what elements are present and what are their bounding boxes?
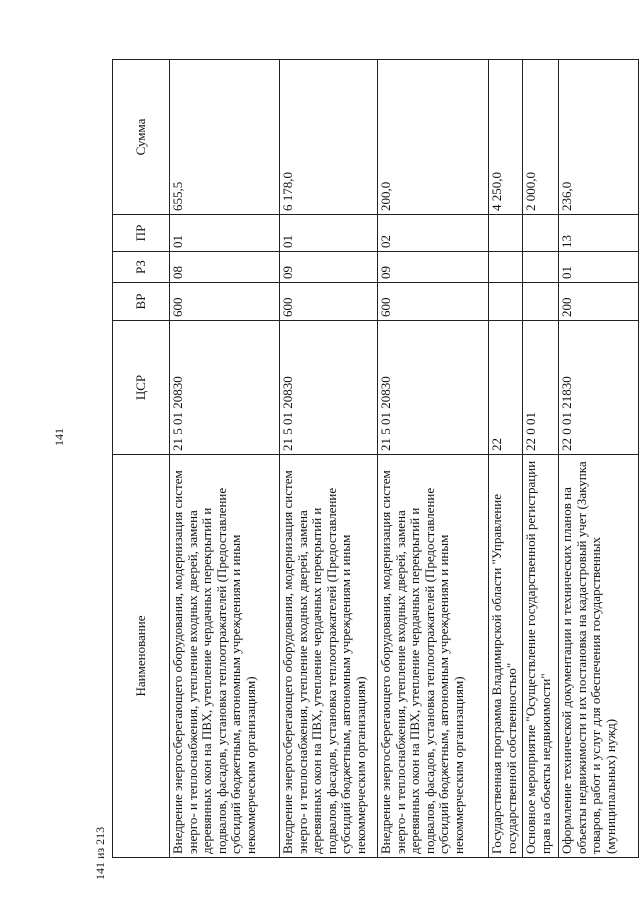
cell-rz: 08 [170,252,280,283]
cell-vr [523,283,559,321]
header-vr: ВР [113,283,170,321]
table-header-row [113,60,170,858]
header-rz: РЗ [113,252,170,283]
table-row [523,60,559,858]
cell-rz [489,252,523,283]
cell-name: Государственная программа Владимирской области "Управление государственной собственностью" [489,455,523,858]
cell-vr [489,283,523,321]
cell-csr: 22 0 01 21830 [559,321,639,455]
cell-sum: 6 178,0 [280,60,378,215]
cell-sum: 4 250,0 [489,60,523,215]
cell-csr: 21 5 01 20830 [170,321,280,455]
cell-rz [523,252,559,283]
cell-csr: 22 0 01 [523,321,559,455]
header-csr: ЦСР [113,321,170,455]
cell-vr: 600 [170,283,280,321]
cell-name: Внедрение энергосберегающего оборудования, модернизация систем энерго- и теплоснабжения, утепление входных дверей, замена деревянных окон на ПВХ, утепление чердачных перекрытий и подвалов, фасадов, установка теплоотражателей (Предоставление субсидий бюджетным, автономным учреждениям и иным некоммерческим организациям) [378,455,489,858]
cell-name: Внедрение энергосберегающего оборудования, модернизация систем энерго- и теплоснабжения, утепление входных дверей, замена деревянных окон на ПВХ, утепление чердачных перекрытий и подвалов, фасадов, установка теплоотражателей (Предоставление субсидий бюджетным, автономным учреждениям и иным некоммерческим организациям) [170,455,280,858]
cell-vr: 600 [378,283,489,321]
cell-vr: 600 [280,283,378,321]
cell-sum: 200,0 [378,60,489,215]
cell-pr: 02 [378,215,489,252]
cell-csr: 21 5 01 20830 [280,321,378,455]
budget-table [112,59,639,858]
budget-table-rotated [112,60,618,858]
cell-pr: 01 [170,215,280,252]
cell-rz: 09 [378,252,489,283]
cell-sum: 2 000,0 [523,60,559,215]
table-row [378,60,489,858]
cell-csr: 21 5 01 20830 [378,321,489,455]
cell-vr: 200 [559,283,639,321]
header-pr: ПР [113,215,170,252]
table-row [489,60,523,858]
cell-pr: 01 [280,215,378,252]
cell-pr [523,215,559,252]
cell-csr: 22 [489,321,523,455]
table-row [559,60,639,858]
header-name: Наименование [113,455,170,858]
cell-name: Оформление технической документации и технических планов на объекты недвижимости и их постановка на кадастровый учет (Закупка товаров, работ и услуг для обеспечения государственных (муниципальных) нужд) [559,455,639,858]
page-number-top: 141 [52,428,66,446]
cell-sum: 655,5 [170,60,280,215]
cell-name: Внедрение энергосберегающего оборудования, модернизация систем энерго- и теплоснабжения, утепление входных дверей, замена деревянных окон на ПВХ, утепление чердачных перекрытий и подвалов, фасадов, установка теплоотражателей (Предоставление субсидий бюджетным, автономным учреждениям и иным некоммерческим организациям) [280,455,378,858]
cell-sum: 236,0 [559,60,639,215]
table-row [170,60,280,858]
cell-pr: 13 [559,215,639,252]
table-row [280,60,378,858]
cell-name: Основное мероприятие "Осуществление государственной регистрации прав на объекты недвижимости" [523,455,559,858]
header-sum: Сумма [113,60,170,215]
cell-pr [489,215,523,252]
cell-rz: 09 [280,252,378,283]
cell-rz: 01 [559,252,639,283]
page-number-footer: 141 из 213 [93,826,107,880]
